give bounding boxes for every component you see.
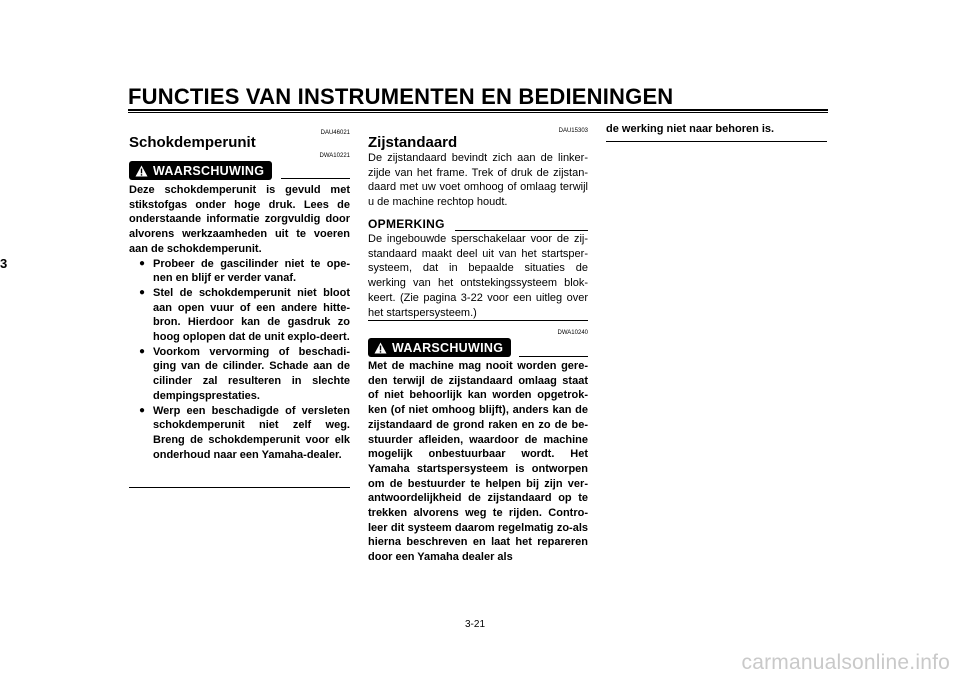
warning-intro: Deze schokdemperunit is gevuld met stikstofgas onder hoge druk. Lees de onderstaande informatie zorgvuldig door alvorens werkzaamheden uit te voeren aan de schokdemperunit. — [129, 184, 350, 255]
bullet-icon: ● — [139, 257, 146, 269]
warning-end-rule — [606, 141, 827, 142]
section-title: Schokdemperunit — [129, 134, 256, 151]
warning-body: Met de machine mag nooit worden gere-den terwijl de zijstandaard omlaag staat of niet behoorlijk kan worden opgetrok-ken (of niet omhoog blijft), anders kan de zijstandaard de grond raken en zo de be-stuurder afleiden, waardoor de machine mogelijk onbestuurbaar wordt. Het Yamaha startspersysteem is ontworpen om de bestuurder te helpen bij zijn ver-antwoordelijkheid de zijstandaard op te trekken alvorens weg te rijden. Contro-leer dit systeem daarom regelmatig zo-als hierna beschreven en laat het repareren door een Yamaha dealer als — [368, 360, 588, 564]
bullet-icon: ● — [139, 345, 146, 357]
warning-label: WAARSCHUWING — [392, 340, 504, 355]
watermark: carmanualsonline.info — [741, 651, 950, 674]
note-end-rule — [368, 320, 588, 321]
warning-badge — [129, 161, 272, 180]
chapter-tab-number: 3 — [0, 256, 8, 271]
list-item-text: Probeer de gascilinder niet te ope-nen en blijf er verder vanaf. — [153, 257, 350, 285]
page-number: 3-21 — [465, 619, 486, 630]
list-item — [139, 404, 350, 463]
warning-code: DWA10221 — [319, 153, 350, 159]
warning-end-rule — [129, 487, 350, 488]
list-item — [139, 257, 350, 286]
page-header-title: FUNCTIES VAN INSTRUMENTEN EN BEDIENINGEN — [128, 84, 674, 109]
warning-code: DWA10240 — [557, 330, 588, 336]
continued-text: de werking niet naar behoren is. — [606, 123, 775, 135]
warning-rule — [519, 356, 588, 357]
list-item-text: Stel de schokdemperunit niet bloot aan open vuur of een andere hitte-bron. Hierdoor kan de gasdruk zo hoog oplopen dat de unit explo-deert. — [153, 286, 350, 344]
note-rule — [455, 230, 588, 231]
note-title: OPMERKING — [368, 217, 445, 231]
header-rule — [128, 109, 828, 111]
warning-label: WAARSCHUWING — [153, 163, 265, 178]
section-code: DAU46021 — [320, 130, 350, 136]
note-body: De ingebouwde sperschakelaar voor de zij-standaard maakt deel uit van het startsper-systeem, dat in bepaalde situaties de werking van het ontstekingssysteem blok-keert. (Zie pagina 3-22 voor een uitleg over het startspersysteem.) — [368, 233, 588, 319]
list-item — [139, 345, 350, 404]
section-body: De zijstandaard bevindt zich aan de linker-zijde van het frame. Trek of druk de zijstan-daard met uw voet omhoog of omlaag terwijl u de machine rechtop houdt. — [368, 152, 588, 209]
warning-icon — [135, 165, 148, 177]
list-item-text: Werp een beschadigde of versleten schokdemperunit niet zelf weg. Breng de schokdemperunit voor elk onderhoud naar een Yamaha-dealer. — [153, 404, 350, 461]
list-item — [139, 286, 350, 345]
section-code: DAU15303 — [558, 128, 588, 134]
header-rule-thin — [128, 112, 828, 113]
bullet-icon: ● — [139, 286, 146, 298]
section-title: Zijstandaard — [368, 134, 458, 151]
warning-badge — [368, 338, 511, 357]
list-item-text: Voorkom vervorming of beschadi-ging van de cilinder. Schade aan de cilinder zal resulteren in slechte dempingsprestaties. — [153, 345, 350, 402]
warning-bullet-list — [139, 257, 350, 463]
warning-content — [129, 183, 350, 462]
warning-rule — [281, 178, 350, 179]
warning-icon — [374, 342, 387, 354]
bullet-icon: ● — [139, 404, 146, 416]
